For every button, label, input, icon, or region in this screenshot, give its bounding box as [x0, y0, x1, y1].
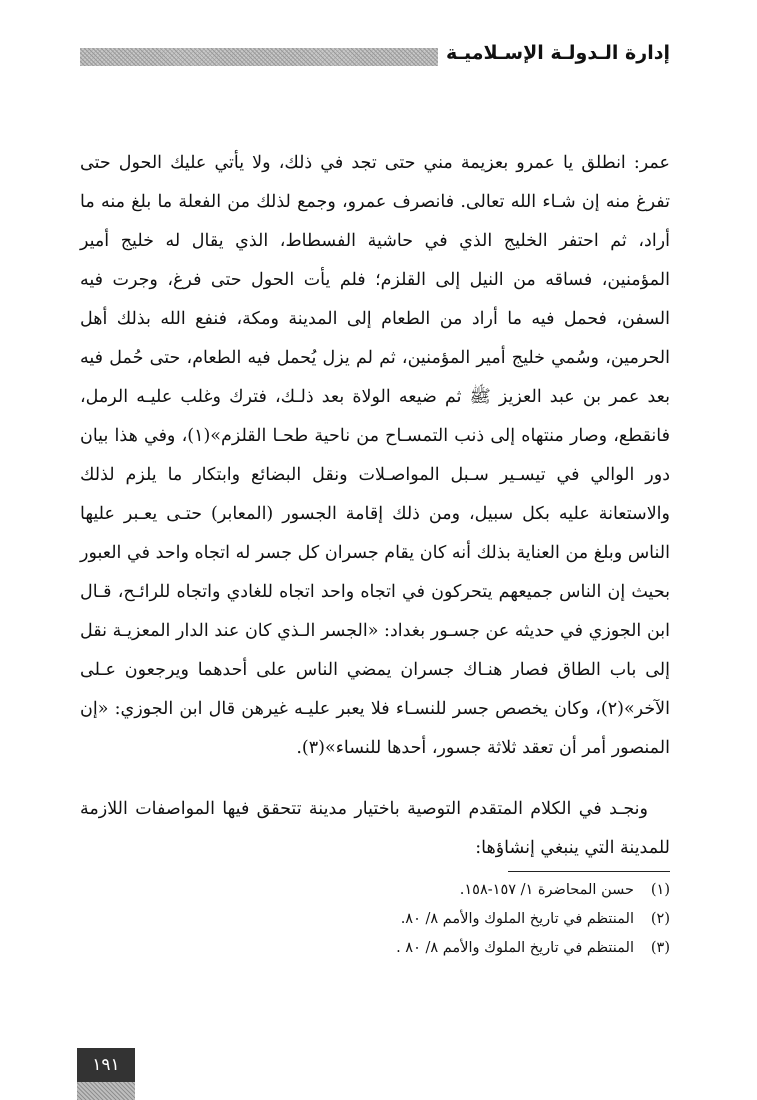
book-title: إدارة الـدولـة الإسـلاميـة [445, 42, 670, 64]
page-number: ١٩١ [77, 1048, 135, 1082]
footnote-text: المنتظم في تاريخ الملوك والأمم ٨/ ٨٠. [400, 911, 634, 927]
footnote-number: (٢) [650, 911, 670, 927]
footnote-number: (٣) [650, 940, 670, 956]
footnote-item [80, 876, 670, 905]
footnotes [80, 876, 670, 963]
footnote-item [80, 905, 670, 934]
footnote-text: المنتظم في تاريخ الملوك والأمم ٨/ ٨٠ . [396, 940, 634, 956]
main-text [80, 144, 670, 868]
footnote-item [80, 934, 670, 963]
page-tab-decoration [77, 1082, 135, 1100]
footnote-number: (١) [650, 882, 670, 898]
paragraph: ونجـد في الكلام المتقدم التوصية باختيار مدينة تتحقق فيها المواصفات اللازمة للمدينة التي ينبغي إنشاؤها: [80, 799, 670, 858]
footnote-separator [508, 871, 670, 872]
paragraph: عمر: انطلق يا عمرو بعزيمة مني حتى تجد في ذلك، ولا يأتي عليك الحول حتى تفرغ منه إن شـاء الله تعالى. فانصرف عمرو، وجمع لذلك من الفعلة ما بلغ منه ما أراد، ثم احتفر الخليج الذي في حاشية الفسطاط، الذي يقال له خليج أمير المؤمنين، فساقه من النيل إلى القلزم؛ فلم يأت الحول حتى فرغ، وجرت فيه السفن، فحمل فيه ما أراد من الطعام إلى المدينة ومكة، فنفع الله بذلك أهل الحرمين، وسُمي خليج أمير المؤمنين، ثم لم يزل يُحمل فيه الطعام، حتى حُمل فيه بعد عمر بن عبد العزيز ﷺ ثم ضيعه الولاة بعد ذلـك، فترك وغلب عليـه الرمل، فانقطع، وصار منتهاه إلى ذنب التمسـاح من ناحية طحـا القلزم»(١)، وفي هذا بيان دور الوالي في تيسـير سـبل المواصـلات ونقل البضائع وابتكار ما يلزم لذلك والاستعانة عليه بكل سبيل، ومن ذلك إقامة الجسور (المعابر) حتـى يعـبر عليها الناس وبلغ من العناية بذلك أنه كان يقام جسران كل جسر له اتجاه واحد في العبور بحيث إن الناس جميعهم يتحركون في اتجاه واحد اتجاه للغادي واتجاه للرائـح، قـال ابن الجوزي في حديثه عن جسـور بغداد: «الجسر الـذي كان عند الدار المعزيـة نقل إلى باب الطاق فصار هنـاك جسران يمضي الناس على أحدهما ويرجعون عـلى الآخر»(٢)، وكان يخصص جسر للنسـاء فلا يعبر عليـه غيرهن قال ابن الجوزي: «إن المنصور أمر أن تعقد ثلاثة جسور، أحدها للنساء»(٣). [80, 153, 671, 758]
header-decorative-band [80, 48, 438, 66]
footnote-text: حسن المحاضرة ١/ ١٥٧-١٥٨. [459, 882, 634, 898]
running-header [80, 38, 670, 78]
